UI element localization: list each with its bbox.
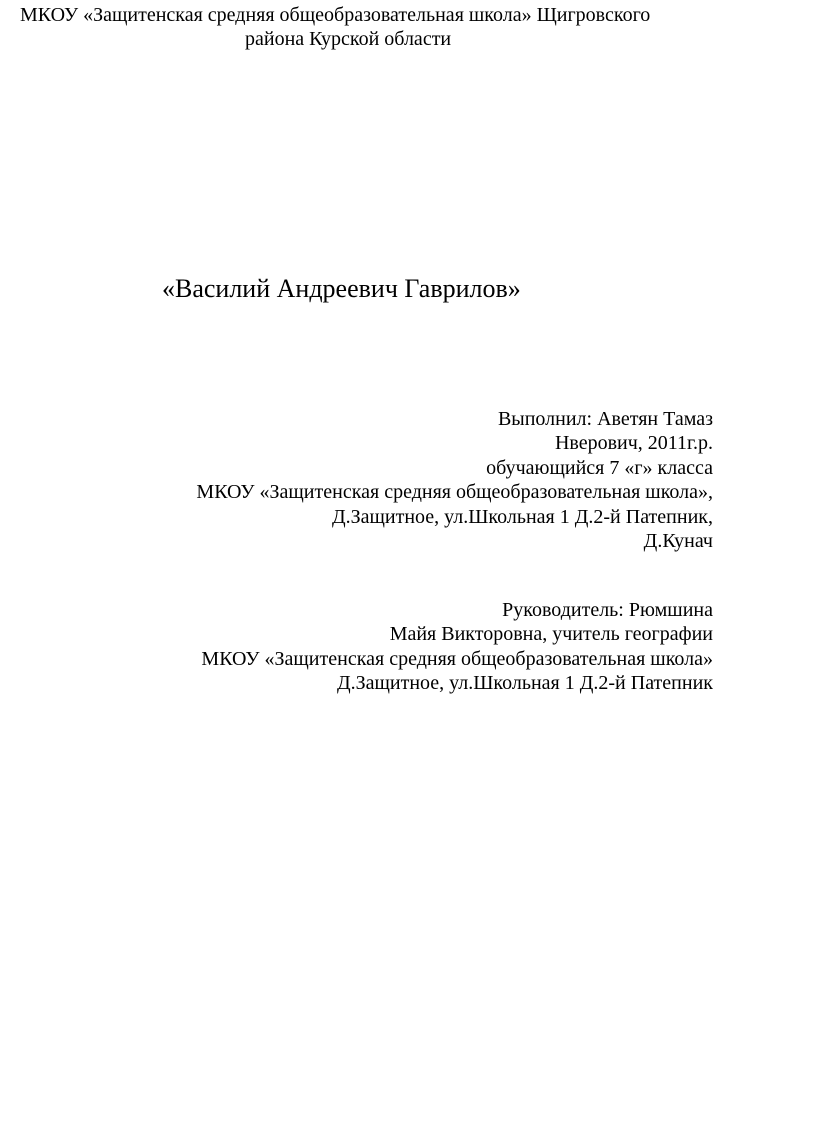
school-header-line-1: МКОУ «Защитенская средняя общеобразовательная школа» Щигровского xyxy=(20,4,651,26)
author-line: обучающийся 7 «г» класса xyxy=(486,456,713,479)
document-title: «Василий Андреевич Гаврилов» xyxy=(162,274,521,303)
supervisor-line: МКОУ «Защитенская средняя общеобразовательная школа» xyxy=(201,647,713,670)
author-line: Д.Защитное, ул.Школьная 1 Д.2-й Патепник, xyxy=(331,505,713,528)
supervisor-info-block xyxy=(201,598,713,696)
author-line: Нверович, 2011г.р. xyxy=(554,432,713,455)
supervisor-line: Майя Викторовна, учитель географии xyxy=(389,623,713,646)
author-info-block xyxy=(196,407,713,553)
author-line: Д.Кунач xyxy=(643,530,713,553)
supervisor-line: Руководитель: Рюмшина xyxy=(502,599,713,621)
author-line: Выполнил: Аветян Тамаз xyxy=(497,408,713,430)
author-line: МКОУ «Защитенская средняя общеобразовательная школа», xyxy=(196,481,713,504)
supervisor-line: Д.Защитное, ул.Школьная 1 Д.2-й Патепник xyxy=(336,672,713,695)
school-header-line-2: района Курской области xyxy=(245,28,452,50)
